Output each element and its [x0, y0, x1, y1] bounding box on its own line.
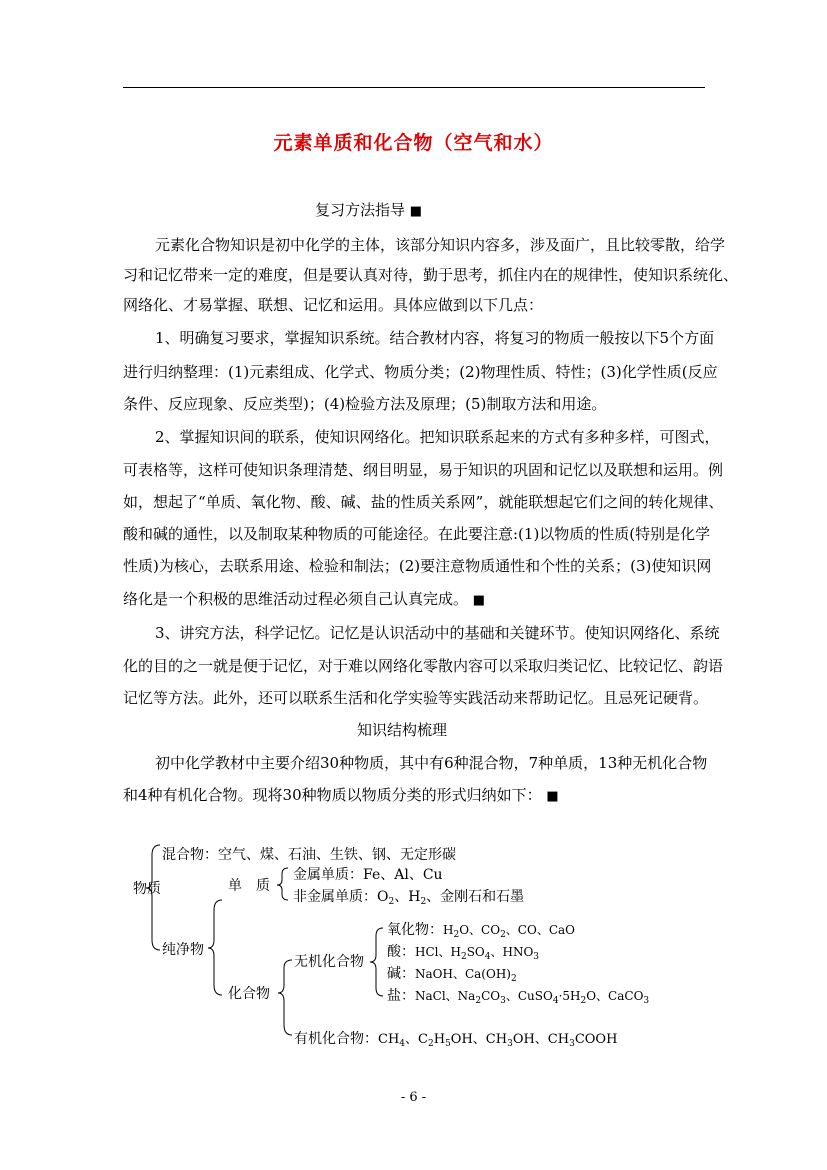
tree-compound: 化合物 [228, 986, 270, 1002]
tree-inorganic: 无机化合物 [294, 954, 364, 970]
paragraph-line: 和4种有机化合物。现将30种物质以物质分类的形式归纳如下： ■ [123, 786, 559, 804]
tree-acid: 酸：HCl、$H_2SO_4$、$HNO_3$ [387, 944, 540, 962]
tree-metal: 金属单质：Fe、Al、Cu [293, 867, 443, 883]
tree-root: 物质 [133, 881, 161, 897]
inorganic-bracket [370, 928, 383, 996]
section-heading-structure: 知识结构梳理 [357, 721, 448, 739]
paragraph-line: 习和记忆带来一定的难度，但是要认真对待，勤于思考，抓住内在的规律性，使知识系统化、 [123, 266, 739, 284]
paragraph-line: 条件、反应现象、反应类型)；(4)检验方法及原理；(5)制取方法和用途。 [123, 395, 607, 413]
tree-organic: 有机化合物：$CH_4$、$C_2H_5OH$、$CH_3OH$、$CH_3COOH$ [294, 1031, 618, 1049]
paragraph-line: 记忆等方法。此外，还可以联系生活和化学实验等实践活动来帮助记忆。且忌死记硬背。 [123, 689, 709, 707]
paragraph-line: 3、讲究方法，科学记忆。记忆是认识活动中的基础和关键环节。使知识网络化、系统 [155, 624, 720, 642]
page-number: - 6 - [400, 1090, 427, 1105]
paragraph-line: 络化是一个积极的思维活动过程必须自己认真完成。 ■ [123, 590, 486, 608]
paragraph-line: 网络化、才易掌握、联想、记忆和运用。具体应做到以下几点： [123, 296, 544, 314]
tree-nonmetal: 非金属单质：$O_2$、$H_2$、金刚石和石墨 [293, 889, 525, 907]
paragraph-line: 2、掌握知识间的联系，使知识网络化。把知识联系起来的方式有多种多样，可图式， [155, 428, 720, 446]
paragraph-line: 如，想起了“单质、氧化物、酸、碱、盐的性质关系网”，就能联想起它们之间的转化规律、 [123, 493, 724, 511]
paragraph-line: 化的目的之一就是便于记忆，对于难以网络化零散内容可以采取归类记忆、比较记忆、韵语 [123, 657, 724, 675]
tree-salt: 盐：NaCl、$Na_2CO_3$、$CuSO_4\cdot 5H_2O$、CaCO$_3$ [387, 988, 650, 1006]
paragraph-line: 可表格等，这样可使知识条理清楚、纲目明显，易于知识的巩固和记忆以及联想和运用。例 [123, 461, 724, 479]
paragraph-line: 初中化学教材中主要介绍30种物质，其中有6种混合物，7种单质，13种无机化合物 [155, 754, 708, 772]
element-bracket [277, 868, 288, 900]
paragraph-line: 元素化合物知识是初中化学的主体，该部分知识内容多，涉及面广，且比较零散，给学 [155, 236, 726, 254]
section-heading-review: 复习方法指导 ■ [315, 201, 423, 219]
tree-element: 单 质 [228, 878, 270, 894]
tree-base: 碱：NaOH、$Ca(OH)_2$ [387, 966, 517, 984]
paragraph-line: 1、明确复习要求，掌握知识系统。结合教材内容，将复习的物质一般按以下5个方面 [155, 329, 715, 347]
paragraph-line: 性质)为核心，去联系用途、检验和制法；(2)要注意物质通性和个性的关系；(3)使知识网 [123, 557, 712, 575]
page-title: 元素单质和化合物（空气和水） [273, 132, 554, 154]
tree-pure: 纯净物 [162, 942, 204, 958]
paragraph-line: 酸和碱的通性，以及制取某种物质的可能途径。在此要注意:(1)以物质的性质(特别是化学 [123, 525, 711, 543]
tree-mixture: 混合物：空气、煤、石油、生铁、钢、无定形碳 [162, 847, 456, 863]
pure-bracket [208, 900, 222, 995]
paragraph-line: 进行归纳整理：(1)元素组成、化学式、物质分类；(2)物理性质、特性；(3)化学性质(反应 [123, 363, 718, 381]
tree-oxide: 氧化物：$H_2O$、$CO_2$、CO、CaO [387, 922, 575, 940]
compound-bracket [278, 960, 292, 1035]
